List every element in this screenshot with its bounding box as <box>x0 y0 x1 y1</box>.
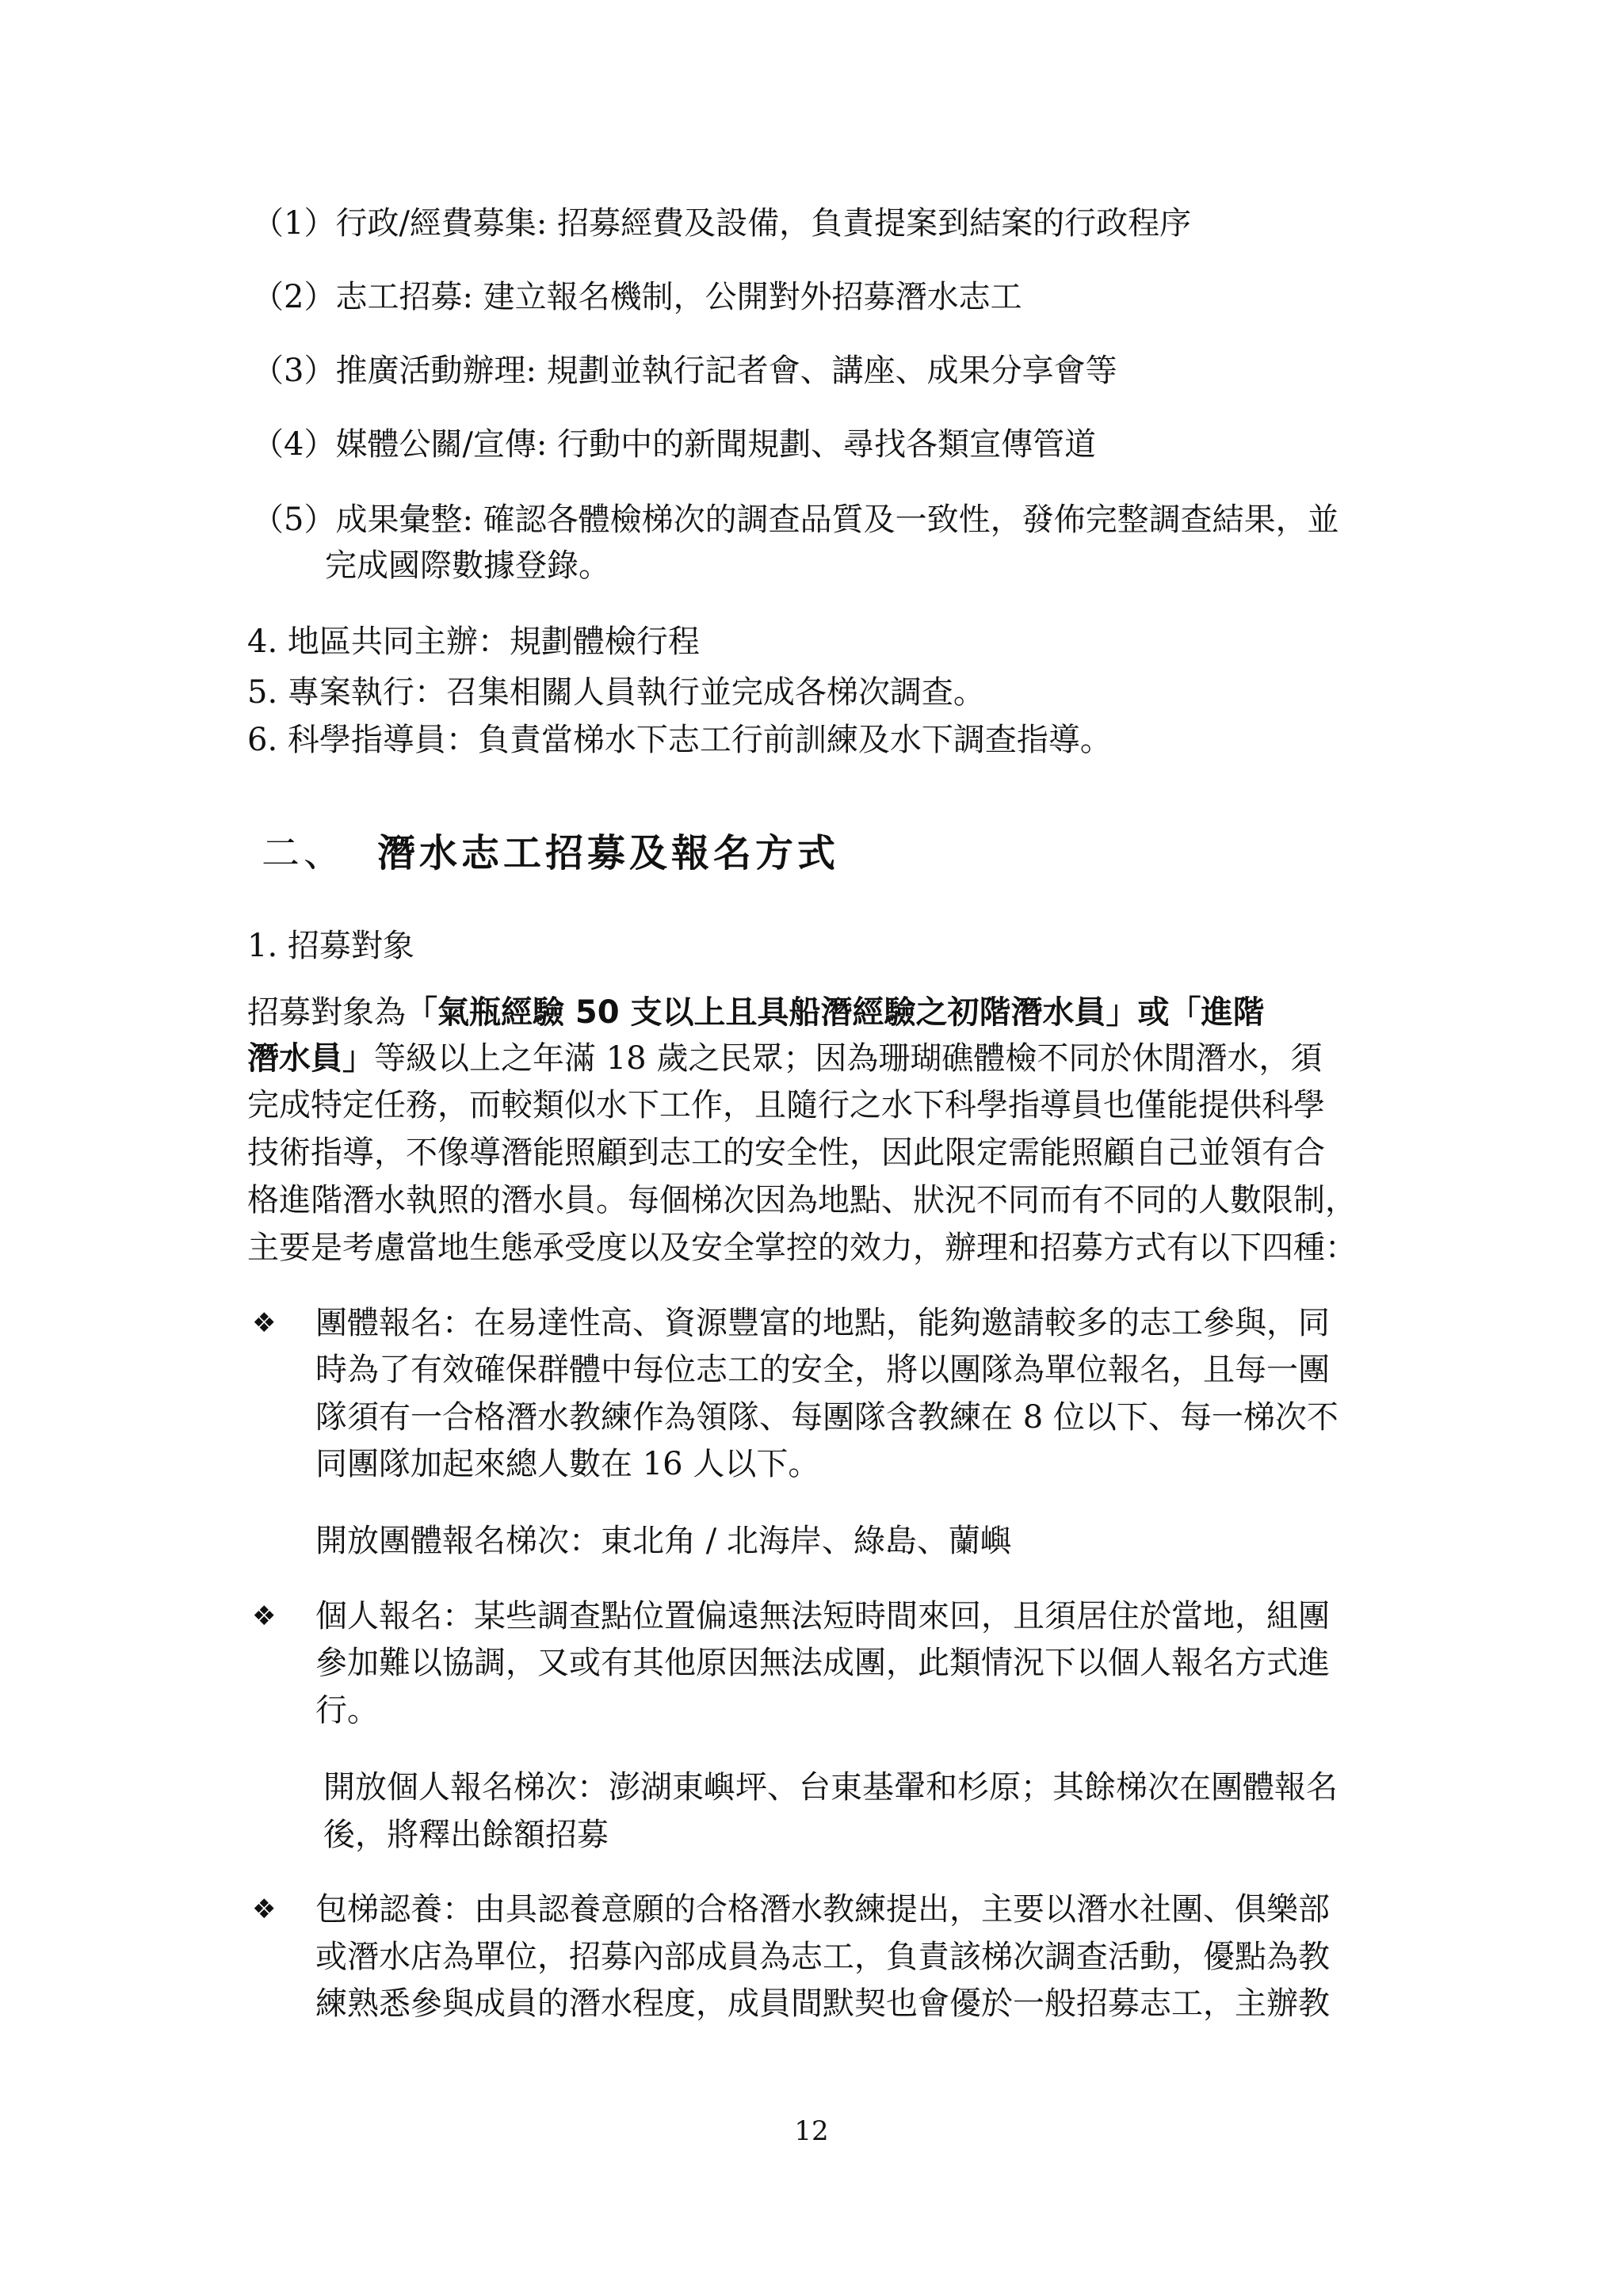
intro-prefix: 招募對象為 <box>247 994 406 1031</box>
subheading-recruit-target: 1. 招募對象 <box>247 928 414 964</box>
bullet-1-line-4: 同團隊加起來總人數在 16 人以下。 <box>315 1446 820 1482</box>
diamond-bullet-icon: ❖ <box>252 1307 277 1339</box>
intro-line-2 <box>247 1040 1323 1077</box>
section-number: 二、 <box>262 831 346 875</box>
numbered-item-5: 5. 專案執行：召集相關人員執行並完成各梯次調查。 <box>247 674 985 711</box>
role-item-3: （3）推廣活動辦理: 規劃並執行記者會、講座、成果分享會等 <box>252 353 1117 389</box>
bullet-2-note-line-1: 開放個人報名梯次：澎湖東嶼坪、台東基翬和杉原；其餘梯次在團體報名 <box>323 1769 1338 1806</box>
bullet-1-line-3: 隊須有一合格潛水教練作為領隊、每團隊含教練在 8 位以下、每一梯次不 <box>315 1399 1338 1436</box>
intro-line-6: 主要是考慮當地生態承受度以及安全掌控的效力，辦理和招募方式有以下四種： <box>247 1230 1357 1266</box>
bullet-2-line-1: 個人報名：某些調查點位置偏遠無法短時間來回，且須居住於當地，組團 <box>315 1598 1330 1634</box>
bullet-3-line-3: 練熟悉參與成員的潛水程度，成員間默契也會優於一般招募志工，主辦教 <box>315 1985 1330 2022</box>
bullet-1-note: 開放團體報名梯次：東北角 / 北海岸、綠島、蘭嶼 <box>315 1523 1012 1559</box>
role-item-2: （2）志工招募: 建立報名機制，公開對外招募潛水志工 <box>252 279 1022 315</box>
intro-bold-criteria: 「氣瓶經驗 50 支以上且具船潛經驗之初階潛水員」或「進階 <box>406 994 1265 1031</box>
bullet-1-line-1: 團體報名：在易達性高、資源豐富的地點，能夠邀請較多的志工參與，同 <box>315 1305 1330 1341</box>
diamond-bullet-icon: ❖ <box>252 1600 277 1632</box>
role-item-1: （1）行政/經費募集: 招募經費及設備，負責提案到結案的行政程序 <box>252 205 1192 242</box>
intro-line-4: 技術指導，不像導潛能照顧到志工的安全性，因此限定需能照顧自己並領有合 <box>247 1135 1325 1171</box>
intro-line-2-rest: 等級以上之年滿 18 歲之民眾；因為珊瑚礁體檢不同於休閒潛水，須 <box>374 1040 1323 1077</box>
numbered-item-6: 6. 科學指導員：負責當梯水下志工行前訓練及水下調查指導。 <box>247 722 1112 758</box>
section-title-text: 潛水志工招募及報名方式 <box>377 831 840 875</box>
bullet-2-line-3: 行。 <box>315 1692 379 1729</box>
intro-line-5: 格進階潛水執照的潛水員。每個梯次因為地點、狀況不同而有不同的人數限制， <box>247 1182 1357 1219</box>
section-heading <box>262 822 839 877</box>
intro-bold-advanced: 潛水員」 <box>247 1040 374 1077</box>
diamond-bullet-icon: ❖ <box>252 1894 277 1925</box>
role-item-4: （4）媒體公關/宣傳: 行動中的新聞規劃、尋找各類宣傳管道 <box>252 426 1097 463</box>
intro-line-3: 完成特定任務，而較類似水下工作，且隨行之水下科學指導員也僅能提供科學 <box>247 1087 1325 1123</box>
bullet-2-line-2: 參加難以協調，又或有其他原因無法成團，此類情況下以個人報名方式進 <box>315 1645 1330 1681</box>
role-item-5: （5）成果彙整: 確認各體檢梯次的調查品質及一致性，發佈完整調查結果，並 <box>252 502 1339 538</box>
intro-line-1 <box>247 994 1265 1031</box>
bullet-3-line-2: 或潛水店為單位，招募內部成員為志工，負責該梯次調查活動，優點為教 <box>315 1939 1330 1975</box>
bullet-1-line-2: 時為了有效確保群體中每位志工的安全，將以團隊為單位報名，且每一團 <box>315 1352 1330 1388</box>
numbered-item-4: 4. 地區共同主辦：規劃體檢行程 <box>247 624 700 660</box>
bullet-2-note-line-2: 後，將釋出餘額招募 <box>323 1817 609 1853</box>
role-item-5-continued: 完成國際數據登錄。 <box>325 547 610 584</box>
bullet-3-line-1: 包梯認養：由具認養意願的合格潛水教練提出，主要以潛水社團、俱樂部 <box>315 1891 1330 1928</box>
page-number: 12 <box>794 2115 829 2147</box>
